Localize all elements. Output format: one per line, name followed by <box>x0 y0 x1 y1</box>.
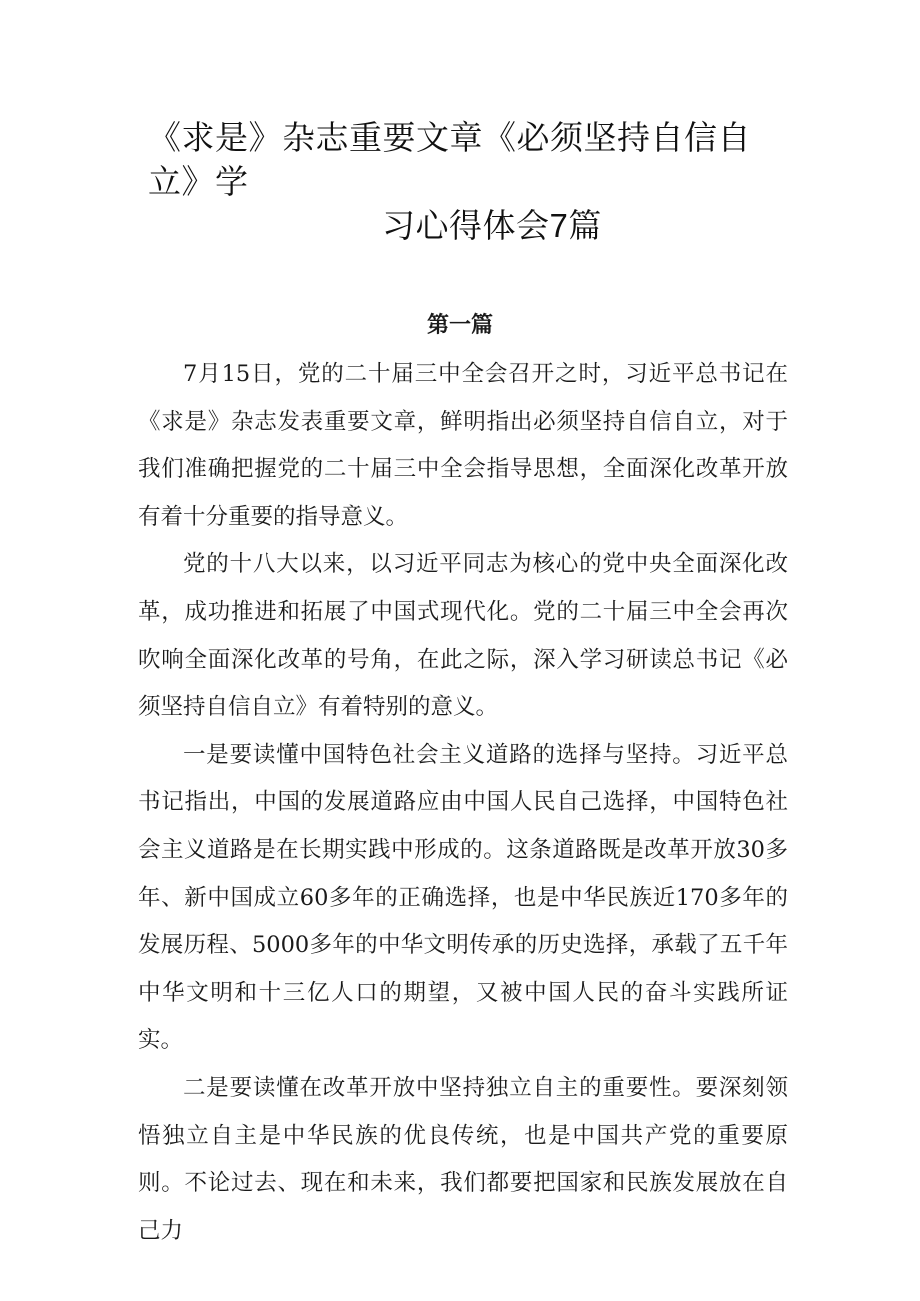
document-title-line-2: 习心得体会7篇 <box>382 207 602 244</box>
paragraph: 7月15日，党的二十届三中全会召开之时，习近平总书记在《求是》杂志发表重要文章，鲜明指出必须坚持自信自立，对于我们准确把握党的二十届三中全会指导思想，全面深化改革开放有着十分重要的指导意义。 <box>138 361 788 530</box>
document-body <box>138 351 788 1255</box>
paragraph: 一是要读懂中国特色社会主义道路的选择与坚持。习近平总书记指出，中国的发展道路应由中国人民自己选择，中国特色社会主义道路是在长期实践中形成的。这条道路既是改革开放30多年、新中国成立60多年的正确选择，也是中华民族近170多年的发展历程、5000多年的中华文明传承的历史选择，承载了五千年中华文明和十三亿人口的期望，又被中国人民的奋斗实践所证实。 <box>138 741 788 1054</box>
section-heading: 第一篇 <box>426 312 493 338</box>
paragraph: 党的十八大以来，以习近平同志为核心的党中央全面深化改革，成功推进和拓展了中国式现代化。党的二十届三中全会再次吹响全面深化改革的号角，在此之际，深入学习研读总书记《必须坚持自信自立》有着特别的意义。 <box>138 551 788 721</box>
document-title <box>128 116 798 248</box>
document-title-line-1: 《求是》杂志重要文章《必须坚持自信自立》学 <box>148 119 751 200</box>
paragraph: 二是要读懂在改革开放中坚持独立自主的重要性。要深刻领悟独立自主是中华民族的优良传统，也是中国共产党的重要原则。不论过去、现在和未来，我们都要把国家和民族发展放在自己力 <box>138 1074 788 1244</box>
